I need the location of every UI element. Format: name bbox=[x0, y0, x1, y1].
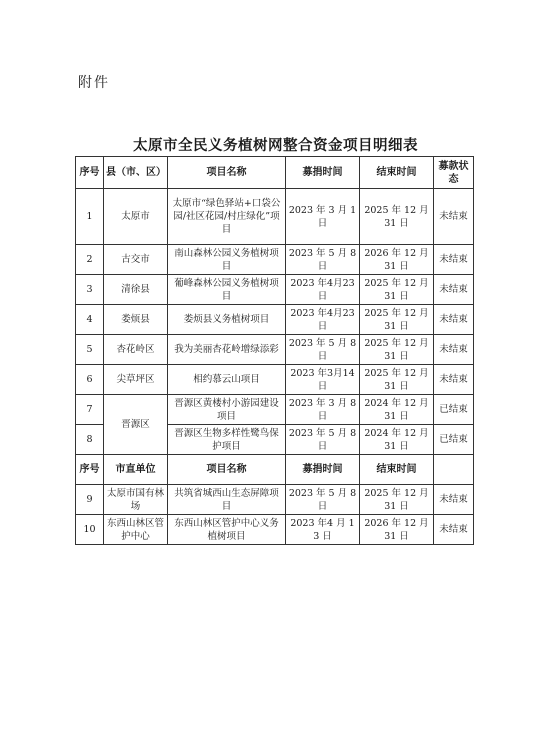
header2-status bbox=[434, 455, 474, 485]
row-project: 东西山林区管护中心义务植树项目 bbox=[168, 515, 286, 545]
row-project: 我为美丽杏花岭增绿添彩 bbox=[168, 335, 286, 365]
row-end: 2024 年 12 月 31 日 bbox=[360, 395, 434, 425]
table-row bbox=[76, 245, 474, 275]
row-end: 2025 年 12 月 31 日 bbox=[360, 189, 434, 245]
row-start: 2023 年 5 月 8 日 bbox=[286, 485, 360, 515]
row-no: 8 bbox=[76, 425, 104, 455]
row-no: 6 bbox=[76, 365, 104, 395]
row-project: 晋源区生物多样性鹭鸟保护项目 bbox=[168, 425, 286, 455]
project-table bbox=[75, 156, 474, 545]
row-end: 2026 年 12 月 31 日 bbox=[360, 515, 434, 545]
row-county: 杏花岭区 bbox=[104, 335, 168, 365]
table-row bbox=[76, 305, 474, 335]
header-status: 募款状态 bbox=[434, 157, 474, 189]
row-project: 南山森林公园义务植树项目 bbox=[168, 245, 286, 275]
table-header-row-2 bbox=[76, 455, 474, 485]
header2-end: 结束时间 bbox=[360, 455, 434, 485]
attachment-label: 附件 bbox=[78, 75, 110, 91]
row-status: 未结束 bbox=[434, 365, 474, 395]
row-end: 2025 年 12 月 31 日 bbox=[360, 305, 434, 335]
row-status: 未结束 bbox=[434, 485, 474, 515]
table-row bbox=[76, 189, 474, 245]
header-start: 募捐时间 bbox=[286, 157, 360, 189]
row-end: 2025 年 12 月 31 日 bbox=[360, 485, 434, 515]
row-status: 未结束 bbox=[434, 189, 474, 245]
row-start: 2023 年 3 月 8 日 bbox=[286, 395, 360, 425]
row-county: 尖草坪区 bbox=[104, 365, 168, 395]
row-end: 2025 年 12 月 31 日 bbox=[360, 365, 434, 395]
row-start: 2023 年 5 月 8 日 bbox=[286, 245, 360, 275]
row-no: 2 bbox=[76, 245, 104, 275]
row-county: 古交市 bbox=[104, 245, 168, 275]
row-unit: 太原市国有林场 bbox=[104, 485, 168, 515]
page-title: 太原市全民义务植树网整合资金项目明细表 bbox=[133, 137, 418, 154]
row-county: 清徐县 bbox=[104, 275, 168, 305]
table-row bbox=[76, 515, 474, 545]
row-status: 已结束 bbox=[434, 425, 474, 455]
row-project: 葡峰森林公园义务植树项目 bbox=[168, 275, 286, 305]
header-no: 序号 bbox=[76, 157, 104, 189]
header2-unit: 市直单位 bbox=[104, 455, 168, 485]
row-no: 7 bbox=[76, 395, 104, 425]
header2-start: 募捐时间 bbox=[286, 455, 360, 485]
row-start: 2023 年4 月 13 日 bbox=[286, 515, 360, 545]
row-no: 3 bbox=[76, 275, 104, 305]
row-start: 2023 年4月23 日 bbox=[286, 275, 360, 305]
row-no: 4 bbox=[76, 305, 104, 335]
row-end: 2024 年 12 月 31 日 bbox=[360, 425, 434, 455]
table-row bbox=[76, 275, 474, 305]
row-start: 2023 年4月23 日 bbox=[286, 305, 360, 335]
row-no: 5 bbox=[76, 335, 104, 365]
table-row bbox=[76, 395, 474, 425]
row-status: 未结束 bbox=[434, 515, 474, 545]
row-unit: 东西山林区管护中心 bbox=[104, 515, 168, 545]
table-header-row bbox=[76, 157, 474, 189]
row-end: 2025 年 12 月 31 日 bbox=[360, 275, 434, 305]
row-no: 9 bbox=[76, 485, 104, 515]
row-status: 未结束 bbox=[434, 305, 474, 335]
row-status: 未结束 bbox=[434, 275, 474, 305]
row-start: 2023 年 5 月 8 日 bbox=[286, 335, 360, 365]
row-status: 未结束 bbox=[434, 245, 474, 275]
table-row bbox=[76, 365, 474, 395]
row-start: 2023 年 5 月 8 日 bbox=[286, 425, 360, 455]
header-county: 县（市、区） bbox=[104, 157, 168, 189]
row-end: 2026 年 12 月 31 日 bbox=[360, 245, 434, 275]
header-project: 项目名称 bbox=[168, 157, 286, 189]
header-end: 结束时间 bbox=[360, 157, 434, 189]
row-project: 娄烦县义务植树项目 bbox=[168, 305, 286, 335]
row-start: 2023 年 3 月 1 日 bbox=[286, 189, 360, 245]
header2-project: 项目名称 bbox=[168, 455, 286, 485]
row-status: 未结束 bbox=[434, 335, 474, 365]
row-county: 娄烦县 bbox=[104, 305, 168, 335]
row-project: 太原市“绿色驿站+口袋公园/社区花园/村庄绿化”项目 bbox=[168, 189, 286, 245]
row-end: 2025 年 12 月 31 日 bbox=[360, 335, 434, 365]
row-project: 共筑省城西山生态屏障项目 bbox=[168, 485, 286, 515]
row-county: 晋源区 bbox=[104, 395, 168, 455]
header2-no: 序号 bbox=[76, 455, 104, 485]
row-project: 相约慕云山项目 bbox=[168, 365, 286, 395]
row-status: 已结束 bbox=[434, 395, 474, 425]
row-no: 1 bbox=[76, 189, 104, 245]
row-county: 太原市 bbox=[104, 189, 168, 245]
table-row bbox=[76, 335, 474, 365]
row-no: 10 bbox=[76, 515, 104, 545]
table-row bbox=[76, 485, 474, 515]
row-project: 晋源区黄楼村小游园建设项目 bbox=[168, 395, 286, 425]
row-start: 2023 年3月14 日 bbox=[286, 365, 360, 395]
